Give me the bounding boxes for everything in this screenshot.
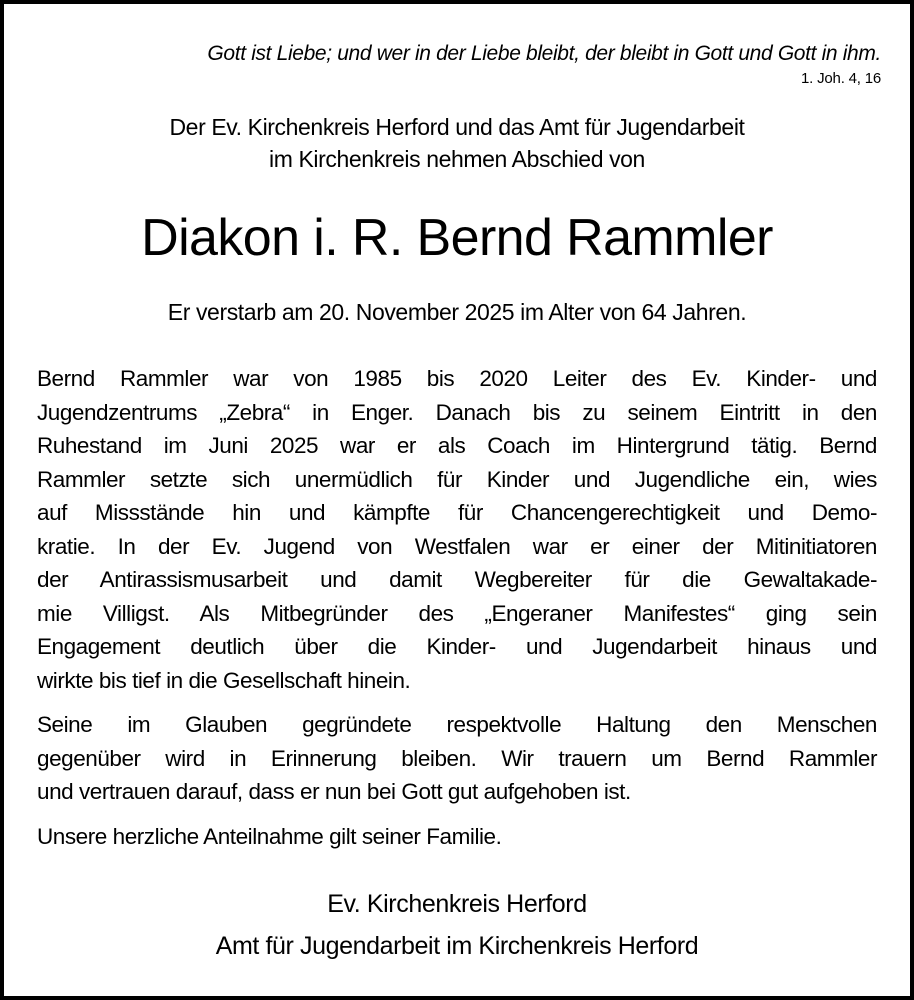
deceased-name: Diakon i. R. Bernd Rammler	[141, 209, 773, 267]
body-line: auf Missstände hin und kämpfte für Chancengerechtigkeit und Demo-	[37, 500, 877, 525]
body-paragraph-3	[37, 820, 877, 854]
signature-line-1: Ev. Kirchenkreis Herford	[327, 890, 587, 918]
body-text	[37, 362, 877, 864]
body-line: und vertrauen darauf, dass er nun bei Gott gut aufgehoben ist.	[37, 779, 631, 804]
body-line: Bernd Rammler war von 1985 bis 2020 Leiter des Ev. Kinder- und	[37, 366, 877, 391]
body-line: gegenüber wird in Erinnerung bleiben. Wir trauern um Bernd Rammler	[37, 745, 877, 771]
bible-verse-reference: 1. Joh. 4, 16	[801, 70, 881, 87]
body-paragraph-1	[37, 362, 877, 697]
body-line: Engagement deutlich über die Kinder- und Jugendarbeit hinaus und	[37, 634, 877, 659]
body-line: Jugendzentrums „Zebra“ in Enger. Danach bis zu seinem Eintritt in den	[37, 399, 877, 425]
death-date-line: Er verstarb am 20. November 2025 im Alter von 64 Jahren.	[167, 299, 747, 325]
signature-line-2: Amt für Jugendarbeit im Kirchenkreis Herford	[215, 932, 699, 960]
body-line: Unsere herzliche Anteilnahme gilt seiner Familie.	[37, 823, 502, 849]
signature-block	[33, 883, 881, 967]
bible-verse: Gott ist Liebe; und wer in der Liebe bleibt, der bleibt in Gott und Gott in ihm.	[207, 42, 881, 65]
body-paragraph-2	[37, 708, 877, 809]
body-line: kratie. In der Ev. Jugend von Westfalen war er einer der Mitinitiatoren	[37, 533, 877, 559]
intro-line-1: Der Ev. Kirchenkreis Herford und das Amt für Jugendarbeit	[169, 114, 745, 140]
body-line: Ruhestand im Juni 2025 war er als Coach im Hintergrund tätig. Bernd	[37, 433, 877, 458]
body-line: der Antirassismusarbeit und damit Wegbereiter für die Gewaltakade-	[37, 567, 877, 592]
body-line: Rammler setzte sich unermüdlich für Kinder und Jugendliche ein, wies	[37, 466, 877, 492]
body-line: mie Villigst. Als Mitbegründer des „Engeraner Manifestes“ ging sein	[37, 600, 877, 626]
body-line: Seine im Glauben gegründete respektvolle Haltung den Menschen	[37, 712, 877, 737]
intro-text	[33, 111, 881, 175]
intro-line-2: im Kirchenkreis nehmen Abschied von	[269, 146, 645, 172]
epigraph	[33, 40, 881, 90]
notice-content	[33, 4, 881, 996]
body-line: wirkte bis tief in die Gesellschaft hinein.	[37, 667, 411, 693]
